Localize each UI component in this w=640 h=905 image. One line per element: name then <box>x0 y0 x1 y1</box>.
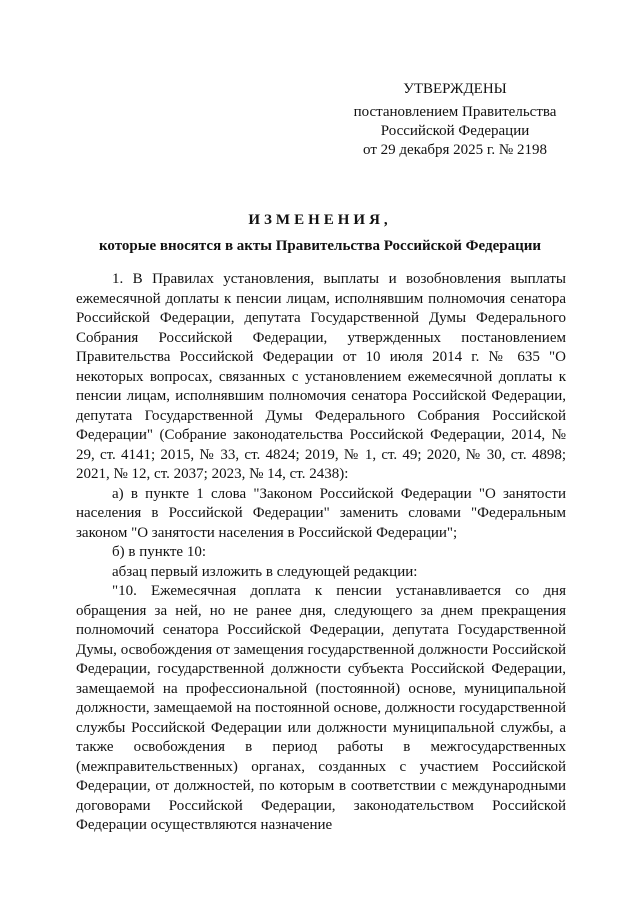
paragraph-a: а) в пункте 1 слова "Законом Российской Федерации "О занятости населения в Российской Федерации" заменить словами "Федеральным законом "О занятости населения в Российской Федерации"; <box>76 485 566 541</box>
paragraph-1: 1. В Правилах установления, выплаты и возобновления выплаты ежемесячной доплаты к пенсии лицам, исполнявшим полномочия сенатора Российской Федерации, депутата Государственной Думы Федерального Собрания Российской Федерации, утвержденных постановлением Правительства Российской Федерации от 10 июля 2014 г. № 635 "О некоторых вопросах, связанных с установлением ежемесячной доплаты к пенсии лицам, исполнявшим полномочия сенатора Российской Федерации, депутата Государственной Думы Федерального Собрания Российской Федерации" (Собрание законодательства Российской Федерации, 2014, № 29, ст. 4141; 2015, № 33, ст. 4824; 2019, № 1, ст. 49; 2020, № 30, ст. 4898; 2021, № 12, ст. 2037; 2023, № 14, ст. 2438): <box>76 271 566 482</box>
document-body <box>76 270 566 836</box>
approval-line-3: от 29 декабря 2025 г. № 2198 <box>363 142 547 158</box>
title-sub: которые вносятся в акты Правительства Российской Федерации <box>98 238 542 254</box>
approval-line-1: постановлением Правительства <box>353 104 557 120</box>
document-title <box>70 210 570 256</box>
approval-line-2: Российской Федерации <box>380 123 530 139</box>
paragraph-abzac: абзац первый изложить в следующей редакции: <box>112 563 418 580</box>
paragraph-b: б) в пункте 10: <box>112 544 206 560</box>
paragraph-10: "10. Ежемесячная доплата к пенсии устанавливается со дня обращения за ней, но не ранее дня, следующего за днем прекращения полномочий сенатора Российской Федерации, депутата Государственной Думы, освобождения от замещения государственной должности Российской Федерации, государственной должности субъекта Российской Федерации, замещаемой на профессиональной (постоянной) основе, муниципальной должности, замещаемой на постоянной основе, должности государственной службы Российской Федерации или должности муниципальной службы, а также освобождения в период работы в межгосударственных (межправительственных) органах, созданных с участием Российской Федерации, от должностей, по которым в соответствии с международными договорами Российской Федерации, законодательством Российской Федерации осуществляются назначение <box>76 583 566 833</box>
title-main: ИЗМЕНЕНИЯ, <box>248 212 392 228</box>
approval-heading: УТВЕРЖДЕНЫ <box>403 81 507 97</box>
approval-stamp <box>340 80 570 160</box>
